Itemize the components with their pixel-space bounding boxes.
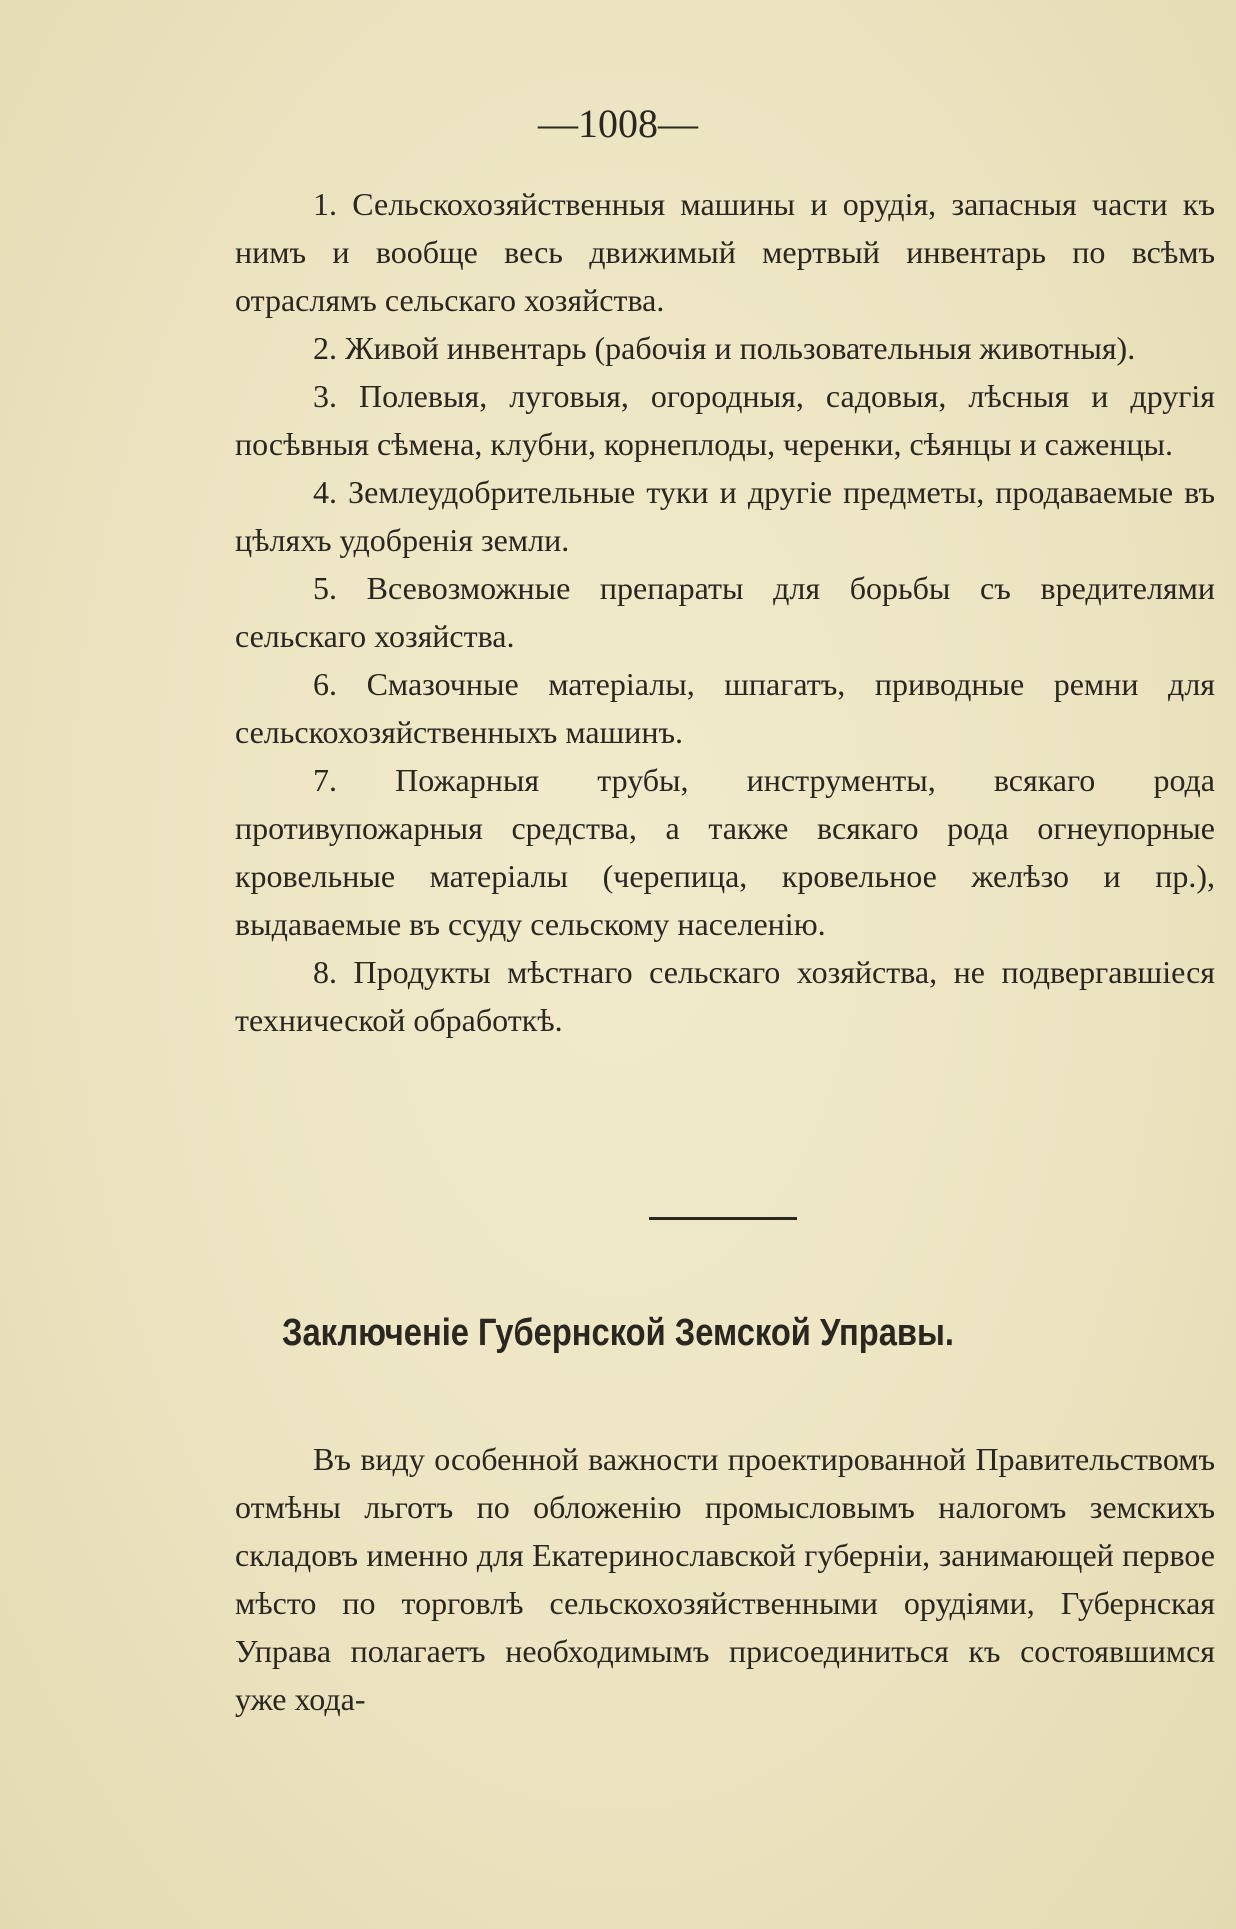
list-item: 6. Смазочные матеріалы, шпагатъ, приводные ремни для сельскохозяйственныхъ машинъ. — [235, 666, 1215, 750]
list-item: 2. Живой инвентарь (рабочія и пользовательныя животныя). — [313, 330, 1136, 366]
list-item: 4. Землеудобрительные туки и другіе предметы, продаваемые въ цѣляхъ удобренія земли. — [235, 474, 1215, 558]
list-item: 8. Продукты мѣстнаго сельскаго хозяйства, не подвергавшіеся технической обработкѣ. — [235, 954, 1215, 1038]
list-item: 1. Сельскохозяйственныя машины и орудія, запасныя части къ нимъ и вообще весь движимый мертвый инвентарь по всѣмъ отраслямъ сельскаго хозяйства. — [235, 186, 1215, 318]
section-divider — [649, 1217, 797, 1220]
body-paragraph: Въ виду особенной важности проектированной Правительствомъ отмѣны льготъ по обложенію промысловымъ налогомъ земскихъ складовъ именно для Екатеринославской губерніи, занимающей первое мѣсто по торговлѣ сельскохозяйственными орудіями, Губернская Управа полагаетъ необходимымъ присоединиться къ состоявшимся уже хода- — [235, 1441, 1215, 1717]
list-item: 5. Всевозможные препараты для борьбы съ вредителями сельскаго хозяйства. — [235, 570, 1215, 654]
section-heading: Заключеніе Губернской Земской Управы. — [281, 1312, 955, 1354]
page-number: —1008— — [538, 101, 698, 146]
list-item: 7. Пожарныя трубы, инструменты, всякаго рода противупожарныя средства, а также всякаго рода огнеупорные кровельные матеріалы (черепица, кровельное желѣзо и пр.), выдаваемые въ ссуду сельскому населенію. — [235, 762, 1215, 942]
list-item: 3. Полевыя, луговыя, огородныя, садовыя, лѣсныя и другія посѣвныя сѣмена, клубни, корнеплоды, черенки, сѣянцы и саженцы. — [235, 378, 1215, 462]
item-list — [235, 180, 1215, 1044]
